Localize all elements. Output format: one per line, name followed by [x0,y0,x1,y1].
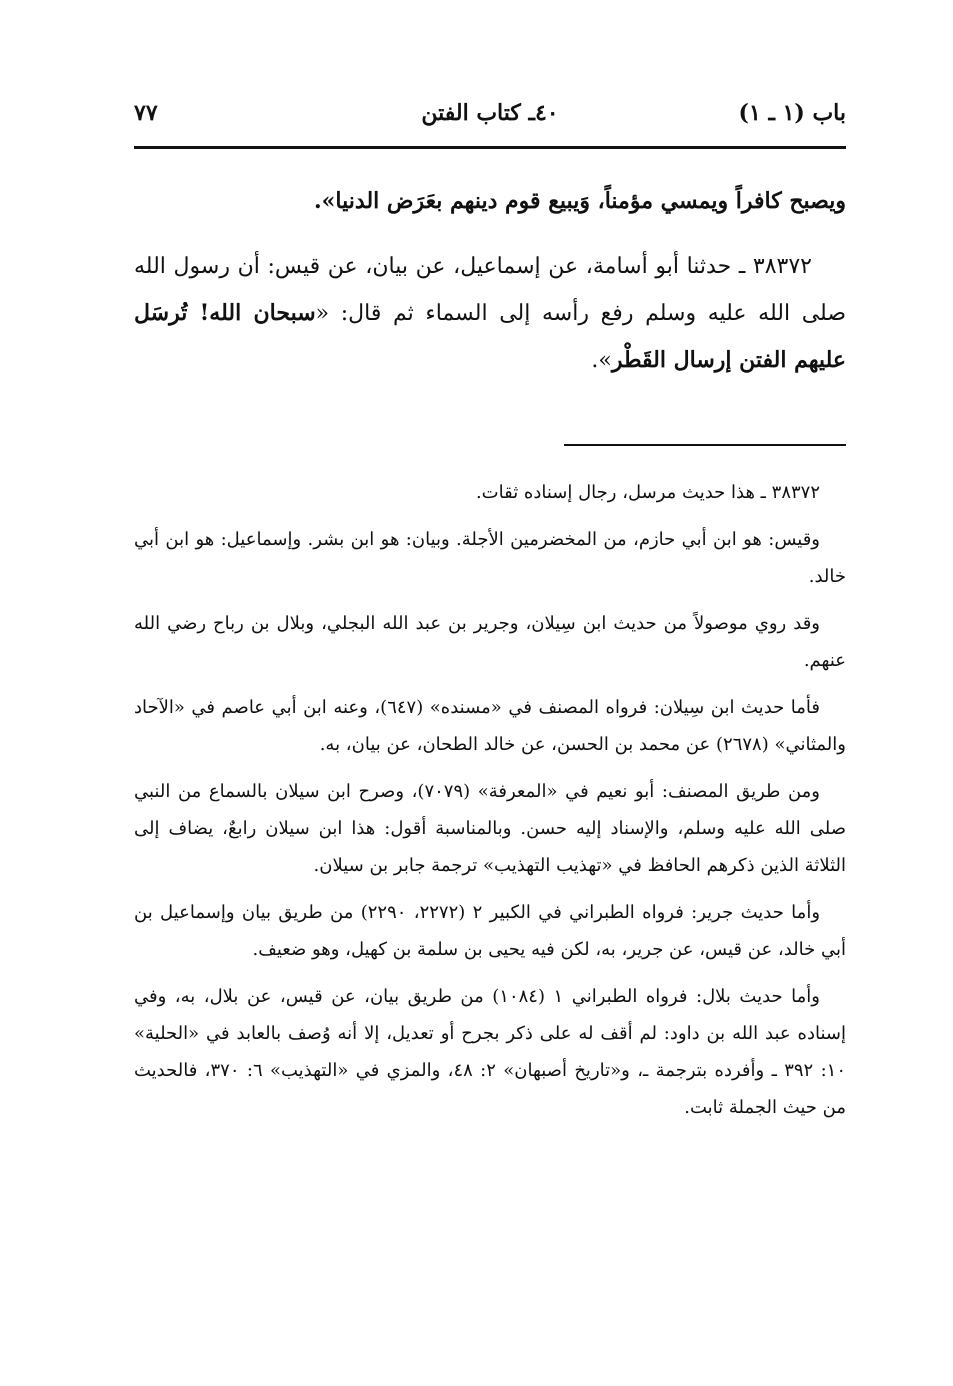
hadith-quote-close: ». [591,348,612,373]
footnote-paragraph: وأما حديث جرير: فرواه الطبراني في الكبير ٢ (٢٢٧٢، ٢٢٩٠) من طريق بيان وإسماعيل بن أبي خالد، عن قيس، عن جرير، به، لكن فيه يحيى بن سلمة بن كهيل، وهو ضعيف. [134,902,846,960]
page-number: ٧٧ [134,100,158,126]
book-title: ٤٠ـ كتاب الفتن [421,100,559,126]
previous-hadith-continuation: ويصبح كافراً ويمسي مؤمناً، وَيبيع قوم دينهم بعَرَض الدنيا». [314,188,846,214]
book-page [134,96,846,1136]
footnotes [134,474,846,1126]
footnote-paragraph: ومن طريق المصنف: أبو نعيم في «المعرفة» (٧٠٧٩)، وصرح ابن سيلان بالسماع من النبي صلى الله عليه وسلم، والإسناد إليه حسن. وبالمناسبة أقول: هذا ابن سيلان رابعٌ، يضاف إلى الثلاثة الذين ذكرهم الحافظ في «تهذيب التهذيب» ترجمة جابر بن سيلان. [134,781,846,876]
footnote-paragraph: ٣٨٣٧٢ ـ هذا حديث مرسل، رجال إسناده ثقات. [475,482,820,503]
chapter-reference: باب (١ ـ ١) [738,100,846,126]
footnote-paragraph: وقد روي موصولاً من حديث ابن سِيلان، وجرير بن عبد الله البجلي، وبلال بن رباح رضي الله عنهم. [134,613,846,671]
footnote-paragraph: فأما حديث ابن سِيلان: فرواه المصنف في «مسنده» (٦٤٧)، وعنه ابن أبي عاصم في «الآحاد والمثاني» (٢٦٧٨) عن محمد بن الحسن، عن خالد الطحان، عن بيان، به. [134,697,846,755]
main-text [134,178,846,384]
page-header [134,96,846,140]
footnote-paragraph: وأما حديث بلال: فرواه الطبراني ١ (١٠٨٤) من طريق بيان، عن قيس، عن بلال، به، وفي إسناده عبد الله بن داود: لم أقف له على ذكر بجرح أو تعديل، إلا أنه وُصف بالعابد في «الحلية» ١٠: ٣٩٢ ـ وأفرده بترجمة ـ، و«تاريخ أصبهان» ٢: ٤٨، والمزي في «التهذيب» ٦: ٣٧٠، فالحديث من حيث الجملة ثابت. [134,986,846,1118]
footnote-divider [564,444,846,446]
hadith-chain: ٣٨٣٧٢ ـ حدثنا أبو أسامة، عن إسماعيل، عن بيان، عن قيس: أن رسول الله صلى الله عليه وسلم رفع رأسه إلى السماء ثم قال: « [134,254,847,326]
hadith-38372 [134,244,846,384]
hadith-quote: سبحان الله! تُرسَل عليهم الفتن إرسال القَطْر [134,300,846,373]
header-divider [134,146,846,149]
footnote-paragraph: وقيس: هو ابن أبي حازم، من المخضرمين الأجلة. وبيان: هو ابن بشر. وإسماعيل: هو ابن أبي خالد. [134,529,846,587]
